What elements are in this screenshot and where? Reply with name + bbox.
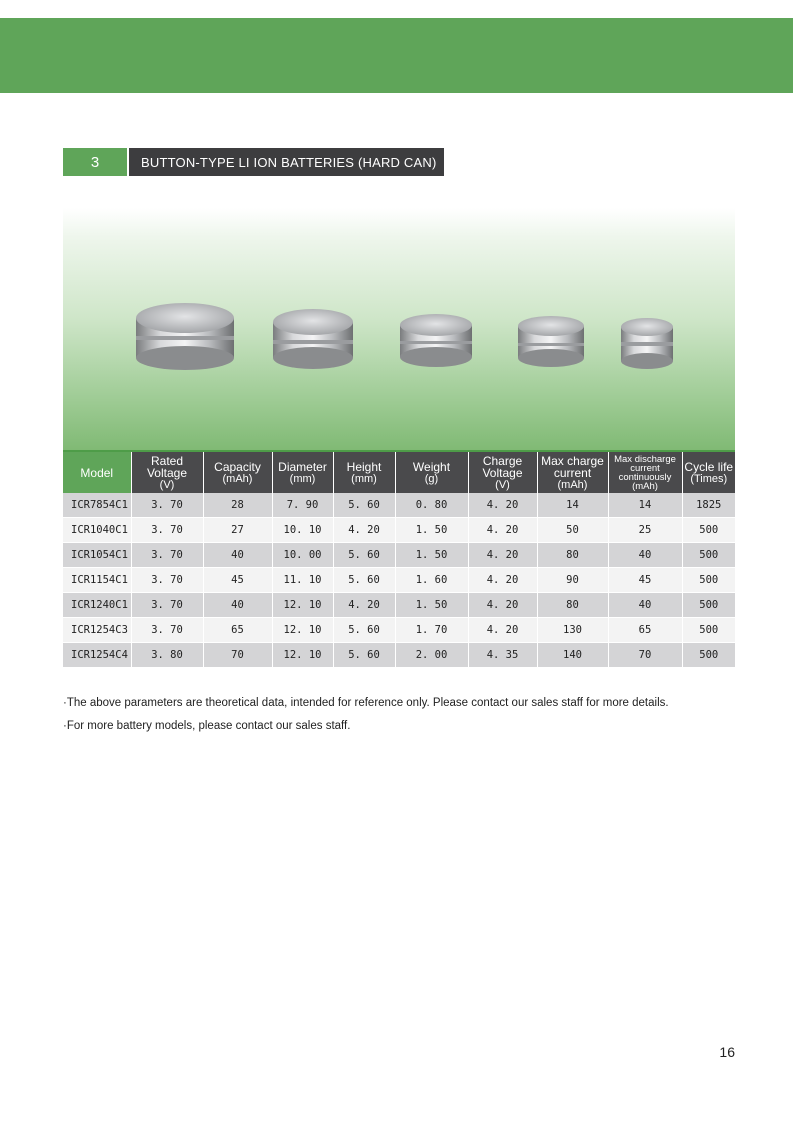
button-cell-battery-icon	[136, 303, 234, 370]
cell-model: ICR1254C3	[63, 618, 131, 643]
cell-diameter: 12. 10	[272, 593, 333, 618]
cell-cycle-life: 500	[682, 543, 735, 568]
cell-height: 5. 60	[333, 543, 395, 568]
header-max-discharge-current: Max discharge current continuously (mAh)	[608, 452, 682, 493]
cell-rated-voltage: 3. 70	[131, 568, 203, 593]
cell-capacity: 45	[203, 568, 272, 593]
cell-max-discharge-current: 45	[608, 568, 682, 593]
cell-capacity: 40	[203, 593, 272, 618]
cell-model: ICR1254C4	[63, 643, 131, 668]
table-row	[63, 643, 735, 668]
table-row	[63, 618, 735, 643]
header-max-charge-current: Max charge current (mAh)	[537, 452, 608, 493]
battery-illustration	[63, 208, 735, 452]
page-number: 16	[719, 1044, 735, 1060]
cell-capacity: 70	[203, 643, 272, 668]
cell-max-discharge-current: 14	[608, 493, 682, 518]
header-charge-voltage: Charge Voltage (V)	[468, 452, 537, 493]
cell-diameter: 10. 00	[272, 543, 333, 568]
section-header	[63, 148, 444, 176]
cell-max-discharge-current: 40	[608, 543, 682, 568]
header-height: Height (mm)	[333, 452, 395, 493]
cell-diameter: 7. 90	[272, 493, 333, 518]
cell-height: 5. 60	[333, 643, 395, 668]
cell-model: ICR1040C1	[63, 518, 131, 543]
cell-max-charge-current: 140	[537, 643, 608, 668]
cell-cycle-life: 500	[682, 518, 735, 543]
cell-max-discharge-current: 65	[608, 618, 682, 643]
cell-weight: 1. 50	[395, 518, 468, 543]
cell-rated-voltage: 3. 70	[131, 493, 203, 518]
cell-cycle-life: 500	[682, 593, 735, 618]
cell-charge-voltage: 4. 20	[468, 593, 537, 618]
header-cycle-life: Cycle life (Times)	[682, 452, 735, 493]
button-cell-battery-icon	[273, 309, 353, 369]
note-disclaimer: ·The above parameters are theoretical data, intended for reference only. Please contact our sales staff for more details.	[63, 697, 669, 709]
cell-charge-voltage: 4. 20	[468, 568, 537, 593]
cell-rated-voltage: 3. 70	[131, 593, 203, 618]
table-header-row	[63, 452, 735, 493]
header-capacity: Capacity (mAh)	[203, 452, 272, 493]
table-row	[63, 593, 735, 618]
table-row	[63, 543, 735, 568]
section-title: BUTTON-TYPE LI ION BATTERIES (HARD CAN)	[129, 148, 444, 176]
cell-cycle-life: 500	[682, 643, 735, 668]
table-row	[63, 493, 735, 518]
header-rated-voltage: Rated Voltage (V)	[131, 452, 203, 493]
cell-weight: 1. 50	[395, 593, 468, 618]
cell-max-charge-current: 80	[537, 593, 608, 618]
section-number: 3	[63, 148, 127, 176]
cell-capacity: 40	[203, 543, 272, 568]
cell-height: 5. 60	[333, 618, 395, 643]
battery-photo	[63, 208, 735, 452]
cell-height: 5. 60	[333, 568, 395, 593]
note-more-models: ·For more battery models, please contact our sales staff.	[63, 720, 351, 732]
cell-diameter: 12. 10	[272, 618, 333, 643]
cell-cycle-life: 500	[682, 618, 735, 643]
button-cell-battery-icon	[621, 318, 673, 369]
cell-capacity: 28	[203, 493, 272, 518]
spec-table	[63, 452, 735, 668]
cell-max-discharge-current: 40	[608, 593, 682, 618]
cell-charge-voltage: 4. 20	[468, 618, 537, 643]
cell-weight: 2. 00	[395, 643, 468, 668]
cell-max-discharge-current: 70	[608, 643, 682, 668]
cell-max-charge-current: 130	[537, 618, 608, 643]
cell-height: 4. 20	[333, 593, 395, 618]
cell-max-charge-current: 80	[537, 543, 608, 568]
cell-rated-voltage: 3. 80	[131, 643, 203, 668]
table-row	[63, 568, 735, 593]
cell-weight: 1. 50	[395, 543, 468, 568]
cell-max-charge-current: 14	[537, 493, 608, 518]
header-weight: Weight (g)	[395, 452, 468, 493]
cell-rated-voltage: 3. 70	[131, 518, 203, 543]
button-cell-battery-icon	[400, 314, 472, 367]
cell-height: 4. 20	[333, 518, 395, 543]
cell-model: ICR7854C1	[63, 493, 131, 518]
header-diameter: Diameter (mm)	[272, 452, 333, 493]
cell-charge-voltage: 4. 20	[468, 493, 537, 518]
cell-model: ICR1054C1	[63, 543, 131, 568]
cell-diameter: 10. 10	[272, 518, 333, 543]
header-band	[0, 18, 793, 93]
header-model: Model	[63, 452, 131, 493]
cell-weight: 1. 70	[395, 618, 468, 643]
cell-capacity: 65	[203, 618, 272, 643]
cell-max-discharge-current: 25	[608, 518, 682, 543]
cell-model: ICR1154C1	[63, 568, 131, 593]
cell-weight: 1. 60	[395, 568, 468, 593]
table-row	[63, 518, 735, 543]
cell-weight: 0. 80	[395, 493, 468, 518]
cell-rated-voltage: 3. 70	[131, 618, 203, 643]
cell-max-charge-current: 90	[537, 568, 608, 593]
cell-rated-voltage: 3. 70	[131, 543, 203, 568]
cell-cycle-life: 1825	[682, 493, 735, 518]
cell-cycle-life: 500	[682, 568, 735, 593]
cell-model: ICR1240C1	[63, 593, 131, 618]
cell-charge-voltage: 4. 20	[468, 543, 537, 568]
cell-height: 5. 60	[333, 493, 395, 518]
button-cell-battery-icon	[518, 316, 584, 367]
cell-charge-voltage: 4. 20	[468, 518, 537, 543]
cell-diameter: 12. 10	[272, 643, 333, 668]
cell-max-charge-current: 50	[537, 518, 608, 543]
cell-charge-voltage: 4. 35	[468, 643, 537, 668]
cell-capacity: 27	[203, 518, 272, 543]
cell-diameter: 11. 10	[272, 568, 333, 593]
